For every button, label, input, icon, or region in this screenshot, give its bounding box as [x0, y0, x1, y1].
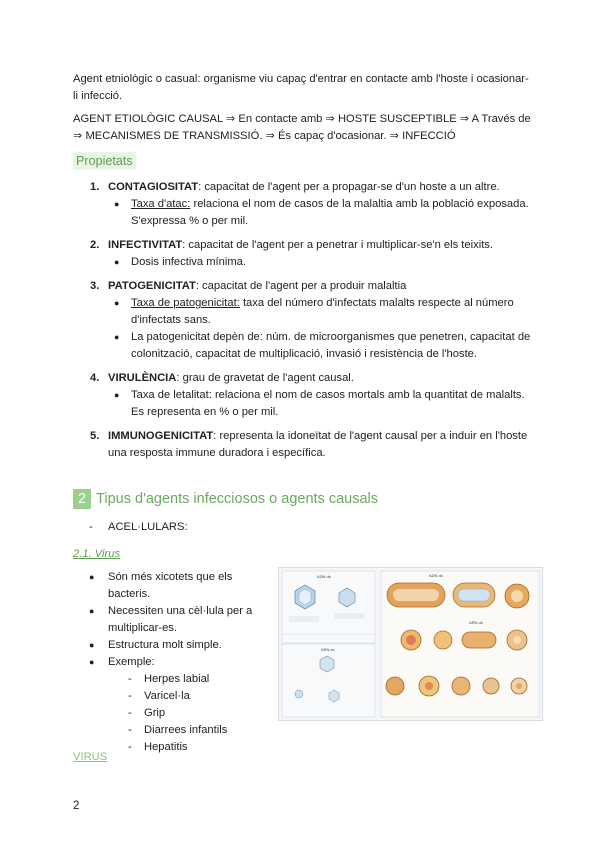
section-heading — [73, 489, 378, 509]
property-sub-item — [108, 295, 533, 329]
panel-rna-left — [282, 644, 375, 717]
example-item — [108, 688, 273, 705]
tiny-virus-icon — [295, 690, 303, 698]
bullet-icon: ● — [114, 199, 120, 209]
example-text: Diarrees infantils — [144, 724, 228, 736]
example-list — [108, 671, 273, 756]
properties-label: Propietats — [73, 152, 136, 170]
section-title: Tipus d'agents infecciosos o agents causals — [96, 491, 378, 507]
label-arn-ds: ARN ds — [469, 620, 483, 625]
sub-text: Dosis infectiva mínima. — [131, 256, 247, 268]
label-adn-right: ADN ds — [429, 573, 443, 578]
example-text: Hepatitis — [144, 741, 188, 753]
property-term: PATOGENICITAT — [108, 280, 196, 292]
example-item — [108, 705, 273, 722]
dash-marker: - — [128, 741, 132, 753]
reo-virus-icon — [483, 678, 499, 694]
bullet-icon: ● — [89, 657, 95, 667]
property-item — [73, 237, 533, 271]
bullet-icon: ● — [89, 572, 95, 582]
property-term: IMMUNOGENICITAT — [108, 430, 214, 442]
dash-marker: - — [128, 724, 132, 736]
bullet-text: Necessiten una cèl·lula per a multiplicar-es. — [108, 605, 253, 634]
page-number: 2 — [73, 800, 80, 812]
label-adn-left: ADN ds — [317, 574, 331, 579]
example-text: Herpes labial — [144, 673, 210, 685]
dash-marker: - — [128, 673, 132, 685]
intro-chain: AGENT ETIOLÒGIC CAUSAL ⇒ En contacte amb ⇒ HOSTE SUSCEPTIBLE ⇒ A Través de ⇒ MECANISMES DE TRANSMISSIÓ. ⇒ És capaç d'ocasionar. ⇒ INFECCIÓ — [73, 113, 531, 142]
virus-bullet — [73, 637, 273, 654]
rhabdo-virus-icon — [462, 632, 496, 648]
sub-text: Taxa de letalitat: relaciona el nom de casos mortals amb la quantitat de malalts. Es representa en % o per mil. — [131, 389, 525, 418]
sub-extra: S'expressa % o per mil. — [131, 215, 249, 227]
intro-definition: Agent etniològic o casual: organisme viu capaç d'entrar en contacte amb l'hoste i ocasionar-li infecció. — [73, 73, 529, 102]
virus-link[interactable]: VIRUS — [73, 751, 108, 763]
property-desc: : capacitat de l'agent per a propagar-se d'un hoste a un altre. — [198, 181, 500, 193]
property-number: 4. — [90, 372, 100, 384]
property-desc: : capacitat de l'agent per a produir malaltia — [195, 280, 407, 292]
property-desc: : grau de gravetat de l'agent causal. — [176, 372, 354, 384]
property-sub-list — [108, 196, 533, 230]
properties-list — [73, 179, 533, 469]
sub-text: La patogenicitat depèn de: núm. de microorganismes que penetren, capacitat de colonització, capacitat de multiplicació, invasió i resistència de l'hoste. — [131, 331, 531, 360]
property-desc: : capacitat de l'agent per a penetrar i multiplicar-se'n els teixits. — [182, 239, 494, 251]
bullet-text: Estructura molt simple. — [108, 639, 222, 651]
virus-bullet — [73, 603, 273, 637]
property-item — [73, 278, 533, 363]
bullet-text: Són més xicotets que els bacteris. — [108, 571, 233, 600]
property-sub-item — [108, 196, 533, 230]
example-text: Varicel·la — [144, 690, 190, 702]
virus-bullet — [73, 569, 273, 603]
virus-bullet — [73, 654, 273, 756]
property-sub-list — [108, 387, 533, 421]
property-sub-item — [108, 387, 533, 421]
bullet-text: Exemple: — [108, 656, 155, 668]
example-item — [108, 722, 273, 739]
property-term: CONTAGIOSITAT — [108, 181, 199, 193]
property-item — [73, 428, 533, 462]
property-number: 2. — [90, 239, 100, 251]
example-item — [108, 739, 273, 756]
dash-marker: - — [128, 690, 132, 702]
property-sub-item — [108, 254, 533, 271]
property-sub-item — [108, 329, 533, 363]
virus-subheading: 2.1. Virus — [73, 548, 121, 560]
bullet-icon: ● — [114, 298, 120, 308]
acellular-label: ACEL·LULARS: — [108, 521, 188, 533]
orthomyxo-virus-icon — [434, 631, 452, 649]
bullet-icon: ● — [114, 257, 120, 267]
property-item — [73, 179, 533, 230]
property-sub-list — [108, 254, 533, 271]
dash-marker: - — [89, 521, 93, 533]
label-arn: ARN ss — [321, 647, 335, 652]
flavi-virus-icon — [452, 677, 470, 695]
bullet-icon: ● — [114, 332, 120, 342]
property-desc: : representa la idoneïtat de l'agent causal per a induir en l'hoste una resposta immune duradora i específica. — [108, 430, 528, 459]
virus-types-figure — [278, 567, 543, 721]
example-text: Grip — [144, 707, 166, 719]
sub-term: Taxa de patogenicitat: — [131, 297, 240, 309]
sub-text: relaciona el nom de casos de la malaltia amb la població exposada. — [190, 198, 529, 210]
property-item — [73, 370, 533, 421]
retro-virus-icon — [386, 677, 404, 695]
bullet-icon: ● — [89, 640, 95, 650]
sub-term: Taxa d'atac: — [131, 198, 191, 210]
bullet-icon: ● — [89, 606, 95, 616]
property-number: 1. — [90, 181, 100, 193]
dash-marker: - — [128, 707, 132, 719]
sub-text: taxa del número d'infectats malalts respecte al número d'infectats sans. — [131, 297, 514, 326]
example-item — [108, 671, 273, 688]
section-number-badge: 2 — [73, 489, 91, 509]
virus-illustration — [279, 568, 542, 720]
property-sub-list — [108, 295, 533, 363]
bullet-icon: ● — [114, 390, 120, 400]
property-term: VIRULÈNCIA — [108, 372, 177, 384]
virus-bullet-list — [73, 569, 273, 756]
property-number: 5. — [90, 430, 100, 442]
panel-dna-left — [282, 571, 375, 643]
property-term: INFECTIVITAT — [108, 239, 183, 251]
property-number: 3. — [90, 280, 100, 292]
